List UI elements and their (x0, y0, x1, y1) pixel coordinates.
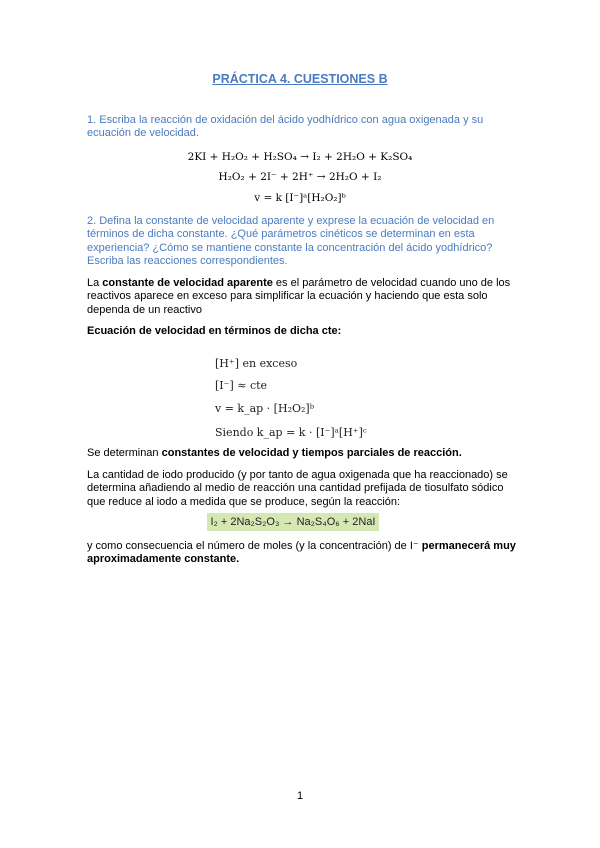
page-number: 1 (296, 790, 304, 802)
question-1: 1. Escriba la reacción de oxidación del ácido yodhídrico con agua oxigenada y su ecuación de velocidad. (87, 114, 484, 140)
page-title: PRÁCTICA 4. CUESTIONES B (212, 72, 388, 86)
answer-paragraph-1 (87, 277, 517, 317)
eq2-lhs: H₂O₂ + 2I⁻ + 2H⁺ (218, 171, 314, 183)
eq1-arrow: → (300, 151, 309, 163)
answer-paragraph-3: La cantidad de iodo producido (y por tanto de agua oxigenada que ha reaccionado) se determina añadiendo al medio de reacción una cantidad prefijada de tiosulfato sódico que reduce al iodo a medida que se produce, según la reacción: (87, 469, 508, 508)
ans4-bold: permanecerá muy aproximadamente constante. (87, 540, 516, 566)
math-line-2: [I⁻] ≈ cte (215, 379, 268, 392)
math-line-4: Siendo k_ap = k · [I⁻]ᵃ[H⁺]ᶜ (215, 426, 367, 439)
ans2-bold: constantes de velocidad y tiempos parciales de reacción. (161, 447, 462, 459)
equation-1 (0, 151, 600, 163)
ans1-pre: La (87, 277, 103, 289)
section-heading: Ecuación de velocidad en términos de dicha cte: (87, 325, 342, 337)
ans2-pre: Se determinan (87, 447, 162, 459)
ans4-pre: y como consecuencia el número de moles (y la concentración) de I⁻ (87, 540, 422, 552)
equation-2 (0, 171, 600, 183)
math-line-1: [H⁺] en exceso (215, 357, 298, 370)
highlighted-reaction: I₂ + 2Na₂S₂O₃ → Na₂S₄O₆ + 2NaI (207, 513, 379, 531)
equation-3: v = k [I⁻]ᵃ[H₂O₂]ᵇ (254, 192, 346, 204)
ans1-post: es el parámetro de velocidad cuando uno de los reactivos aparece en exceso para simplificar la ecuación y haciendo que esta solo dependa de un reactivo (87, 277, 511, 316)
answer-paragraph-4 (87, 540, 517, 567)
eq1-rhs: I₂ + 2H₂O + K₂SO₄ (312, 151, 413, 163)
ans1-bold: constante de velocidad aparente (102, 277, 273, 289)
eq1-lhs: 2KI + H₂O₂ + H₂SO₄ (187, 151, 297, 163)
eq2-arrow: → (316, 171, 326, 183)
question-2: 2. Defina la constante de velocidad aparente y exprese la ecuación de velocidad en términos de dicha constante. ¿Qué parámetros cinéticos se determinan en esta experiencia? ¿Cómo se mantiene constante la concentración del ácido yodhídrico? Escriba las reacciones correspondientes. (87, 215, 495, 268)
math-line-3: v = k_ap · [H₂O₂]ᵇ (215, 402, 315, 415)
eq2-rhs: 2H₂O + I₂ (328, 171, 382, 183)
answer-paragraph-2 (87, 447, 517, 460)
